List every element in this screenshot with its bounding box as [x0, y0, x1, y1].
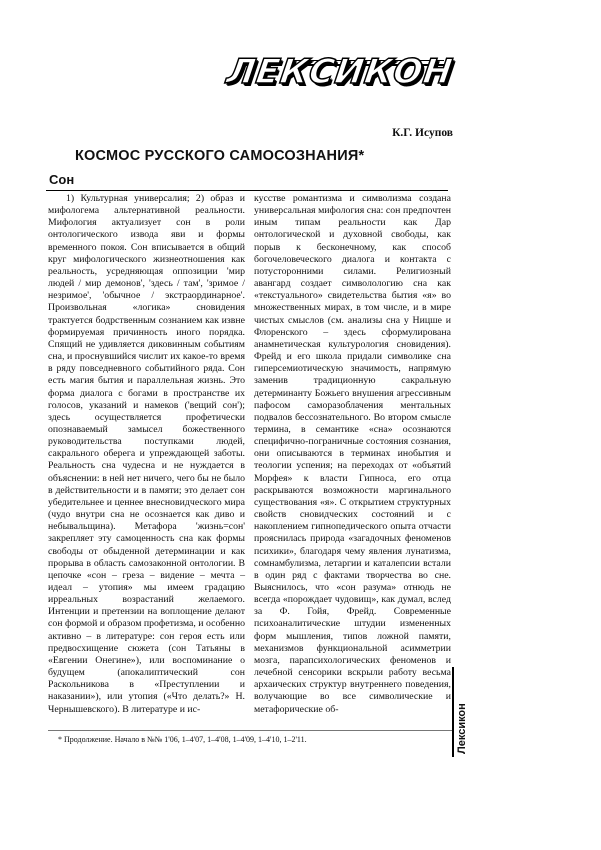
- side-section-label: Лексикон: [456, 703, 468, 754]
- footnote-divider: [48, 730, 452, 731]
- author-name: К.Г. Исупов: [392, 127, 453, 139]
- body-paragraph: кусстве романтизма и символизма создана универсальная мифология сна: сон предпочтен иным типам реальности как Дар онтологической и духовной свободы, как порыв к бесконечному, как способ богочеловеческого диалога и контакта с потусторонними силами. Религиозный авангард создает символологию сна как «текстуального» свидетельства бытия «я» во множественных мирах, в том числе, и в мире чистых смыслов (см. анализы сна у Ницше и Флоренского – здесь сформулирована анамнетическая культурология сновидения). Фрейд и его школа придали символике сна гиперсемиотическую значимость, напрямую заменив традиционную сакральную детерминанту Божьего внушения агрессивным пафосом саморазоблачения ментальных подвалов бессознательного. Во втором смысле термина, в семантике «сна» осознаются специфично-пограничные состояния сознания, они описываются в терминах инобытия и теологии успения; на переходах от «объятий Морфея» к власти Гипноса, его отца раскрываются возможности маргинального существования «я». С открытием структурных свойств сновидческих состояний и с накоплением гипнопедического опыта отчасти прояснилась природа «загадочных феноменов психики», благодаря чему явления лунатизма, сомнамбулизма, летаргии и каталепсии встали в один ряд с фактами творчества во сне. Выяснилось, что «сон разума» отнюдь не всегда «порождает чудовищ», как думал, вслед за Ф. Гойя, Фрейд. Современные психоаналитические штудии измененных форм мышления, типов ложной памяти, механизмов функциональной асимметрии мозга, парапсихологических феноменов и лечебной сенсорики вскрыли работу весьма архаических структур внутреннего поведения, волучающие во все символические и метафорические об-: [254, 193, 451, 715]
- article-title: КОСМОС РУССКОГО САМОСОЗНАНИЯ*: [75, 148, 365, 164]
- body-paragraph: 1) Культурная универсалия; 2) образ и мифологема альтернативной реальности. Мифология актуализует сон в роли онтологического извода яви и формы временного покоя. Сон вписывается в общий круг мифологического жизнеотношения как реальность, усредняющая оппозиции 'мир людей / мир демонов', 'здесь / там', 'зримое / незримое', 'обычное / экстраординарное'. Произвольная «логика» сновидения трактуется бодрственным сознанием как извне формируемая причинность иного порядка. Спящий не удивляется диковинным событиям сна, и проснувшийся числит их какое-то время в ряду повседневного событийного ряда. Сон есть магия бытия и параллельная жизнь. Это форма диалога с богами в пространстве их голосов, указаний и намеков ('вещий сон'); здесь осуществляется профетически опознаваемый замысел божественного руководительства поступками людей, сакрального оберега и упреждающей заботы. Реальность сна чудесна и не нуждается в объяснении: в ней нет ничего, чего бы не было в действительности и в памяти; это делает сон убедительнее и ценнее внесновидческого мира (чудо внутри сна не осознается как диво и небывальщина). Метафора 'жизнь=сон' закрепляет эту самоценность сна как формы свободы от обыденной детерминации и как прорыва в область самозаконной онтологии. В цепочке «сон – греза – видение – мечта – идеал – утопия» мы имеем градацию ирреальных возрастаний желаемого. Интенции и претензии на воплощение делают сон формой и образом профетизма, и особенно активно – в литературе: сон героя есть или предвосхищение сюжета (сон Татьяны в «Евгении Онегине»), или воспоминание о будущем (апокалиптический сон Раскольникова в «Преступлении и наказании»), или утопия («Что делать?» Н. Чернышевского). В литературе и ис-: [48, 193, 245, 715]
- entry-heading: Сон: [49, 172, 75, 187]
- heading-divider: [46, 190, 448, 191]
- text-column-left: [48, 193, 245, 716]
- section-logo: ЛЕКСИКОН: [224, 52, 456, 92]
- footnote: * Продолжение. Начало в №№ 1'06, 1–4'07, 1–4'08, 1–4'09, 1–4'10, 1–2'11.: [58, 735, 307, 744]
- side-tab-rule: [452, 667, 454, 757]
- text-column-right: [254, 193, 451, 716]
